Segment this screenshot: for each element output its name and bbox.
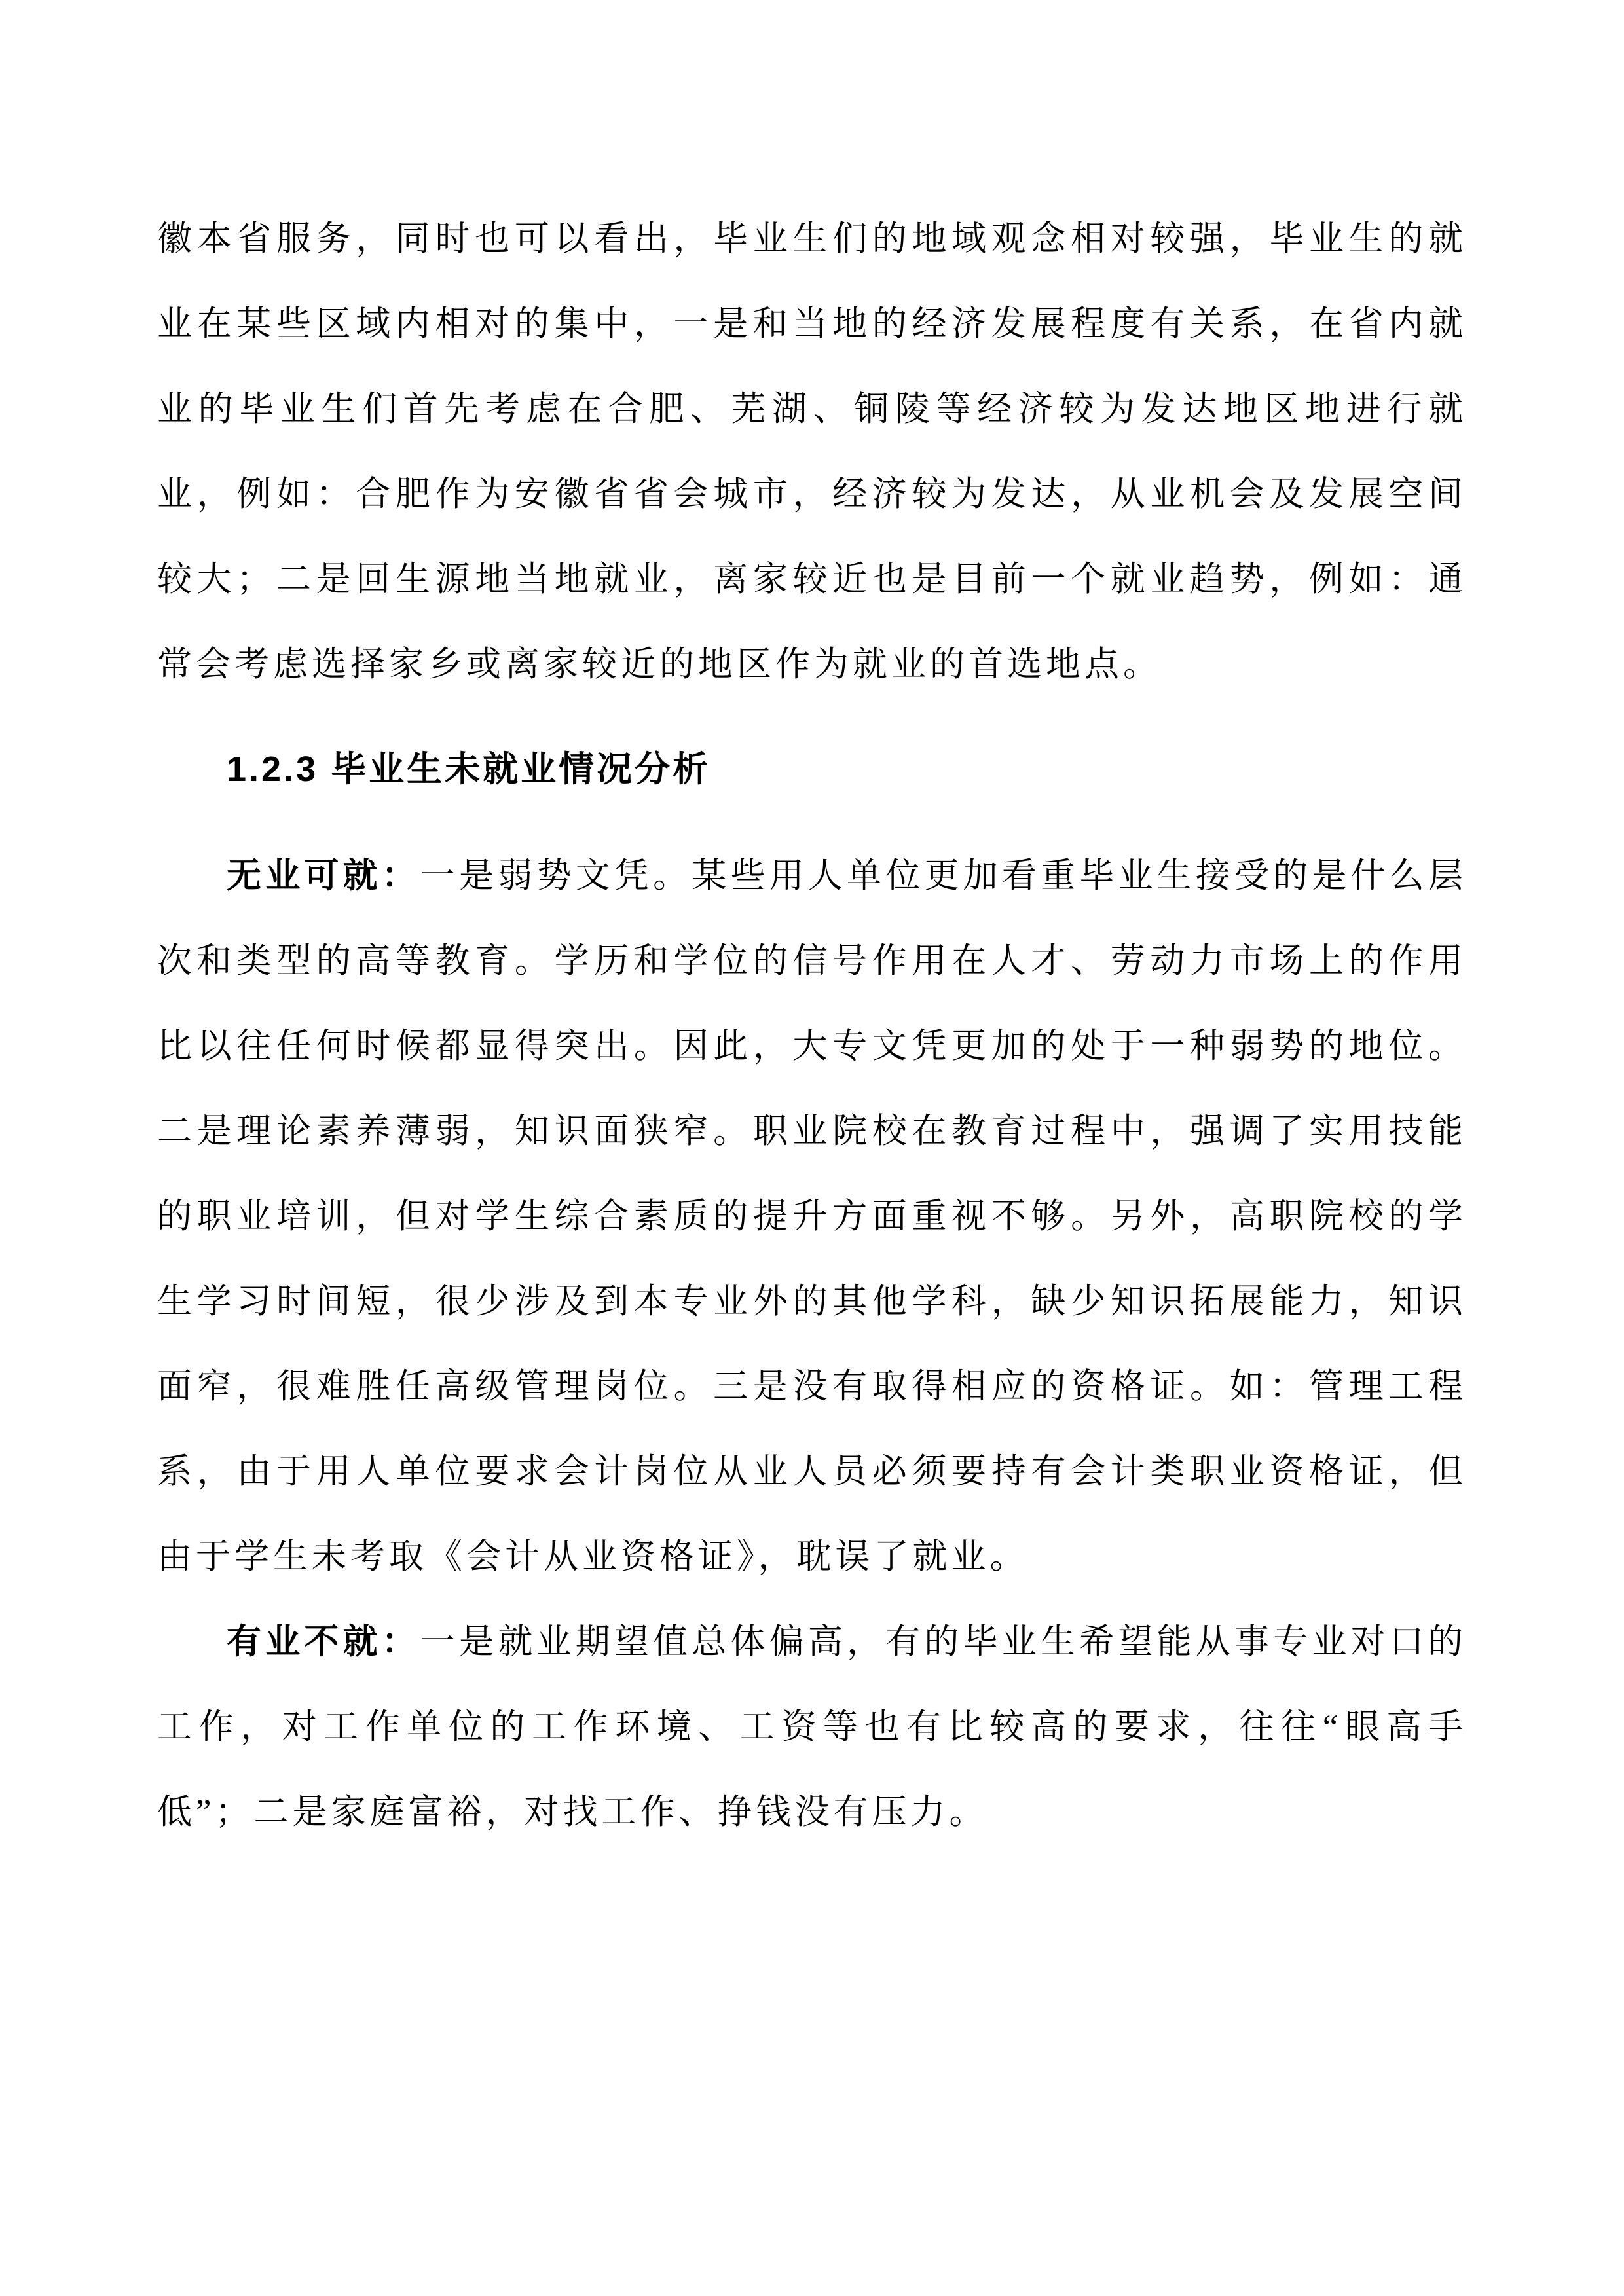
- section-heading-unemployment-analysis: 1.2.3 毕业生未就业情况分析: [227, 750, 711, 789]
- paragraph-job-not-taken: [157, 1599, 1467, 1855]
- page-content: [157, 196, 1467, 1855]
- paragraph-regional-employment: 徽本省服务，同时也可以看出，毕业生们的地域观念相对较强，毕业生的就业在某些区域内相对的集中，一是和当地的经济发展程度有关系，在省内就业的毕业生们首先考虑在合肥、芜湖、铜陵等经济较为发达地区地进行就业，例如：合肥作为安徽省省会城市，经济较为发达，从业机会及发展空间较大；二是回生源地当地就业，离家较近也是目前一个就业趋势，例如：通常会考虑选择家乡或离家较近的地区作为就业的首选地点。: [157, 220, 1467, 683]
- paragraph-no-job-available: [157, 833, 1467, 1599]
- lead-no-job-available: 无业可就：: [227, 856, 420, 895]
- lead-job-not-taken: 有业不就：: [227, 1622, 420, 1661]
- body-no-job-available: 一是弱势文凭。某些用人单位更加看重毕业生接受的是什么层次和类型的高等教育。学历和学位的信号作用在人才、劳动力市场上的作用比以往任何时候都显得突出。因此，大专文凭更加的处于一种弱势的地位。二是理论素养薄弱，知识面狭窄。职业院校在教育过程中，强调了实用技能的职业培训，但对学生综合素质的提升方面重视不够。另外，高职院校的学生学习时间短，很少涉及到本专业外的其他学科，缺少知识拓展能力，知识面窄，很难胜任高级管理岗位。三是没有取得相应的资格证。如：管理工程系，由于用人单位要求会计岗位从业人员必须要持有会计类职业资格证，但由于学生未考取《会计从业资格证》，耽误了就业。: [157, 857, 1467, 1576]
- body-job-not-taken: 一是就业期望值总体偏高，有的毕业生希望能从事专业对口的工作，对工作单位的工作环境、工资等也有比较高的要求，往往“眼高手低”；二是家庭富裕，对找工作、挣钱没有压力。: [157, 1623, 1467, 1831]
